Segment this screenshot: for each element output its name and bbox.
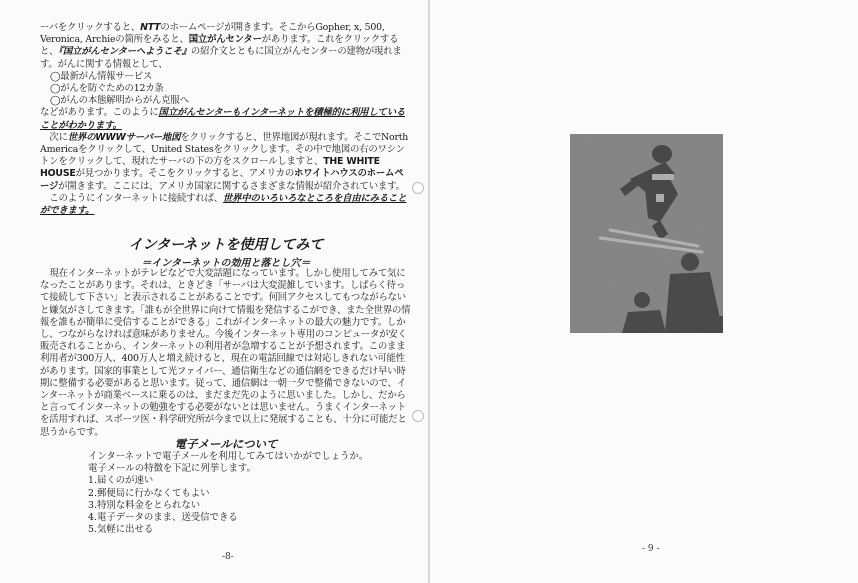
- email-heading: 電子メールについて: [174, 437, 278, 451]
- page-number-left: -8-: [222, 552, 234, 562]
- body-text: 現在インターネットがテレビなどで大変話題になっています。しかし使用してみて気になったことがあります。それは、ときどき「サーバは大変混雑しています。しばらく待って接続して下さい」と表示されることがあることです。何回アクセスしてもつながらないと嫌気がさしてきます。「誰もが全世界に向けて情報を発信するこができ、また全世界の情報を誰もが簡単に受信することができる」これがインターネットの最大の魅力です。しかし、つながらなければ意味がありません。今後インターネット専用のコンピュータが安く販売されることから、インターネットの利用者が急増することが予想されます。このまま利用者が300万人、400万人と増え続けると、現在の電話回線では対応しきれない可能性があります。国家的事業として光ファイバー、通信衛生などの通信網をできるだけ早い時期に整備する必要があると思います。従って、通信網は一朝一夕で整備できないので、インターネットが商業ベースに乗るのは、まだまだ先のように思いました。しかし、だからと言ってインターネットの勉強をする必要がないとは思いません。うまくインターネットを活用すれば、スポーツ医・科学研究所が今まで以上に発展することも、十分に可能だと思うからです。: [40, 268, 411, 438]
- page-number-right: - 9 -: [642, 544, 660, 554]
- binding-hole: [412, 410, 424, 422]
- text-span: 次に: [49, 131, 68, 143]
- text-span: 『国立がんセンターへようこそ』: [58, 46, 191, 58]
- text-span: 国立がんセンター: [188, 34, 262, 46]
- text-span: NTT: [140, 22, 161, 33]
- text-span: ーバをクリックすると、: [40, 22, 141, 33]
- text-span: 国立がんセンターもインターネットを積極的に利用していることがわかります。: [40, 107, 406, 131]
- text-span: をクリックすると、世界地図が現れます。そこでNorth Americaをクリックして、United Statesをクリックします。その中で地図の右のワシントンをクリックして、現れたサーバの下の方をスクロールしますと、: [40, 131, 409, 168]
- list-item: ◯最新がん情報サービス: [50, 70, 153, 82]
- text-span: 世界のWWWサーバー地図: [67, 131, 181, 143]
- text-span: が見つかります。そこをクリックすると、アメリカの: [75, 168, 295, 180]
- email-line: 4.電子データのまま、送受信できる: [88, 512, 238, 524]
- paragraph-ntt: [40, 22, 412, 217]
- section-heading: インターネットを使用してみて: [128, 237, 324, 253]
- email-line: 5.気軽に出せる: [88, 524, 154, 536]
- text-span: などがあります。このように: [40, 107, 159, 119]
- binding-hole: [412, 182, 424, 194]
- email-line: 2.郵便局に行かなくてもよい: [88, 487, 210, 499]
- email-line: 3.特別な料金をとられない: [88, 499, 201, 511]
- text-span: が開きます。ここには、アメリカ国家に関するさまざまな情報が紹介されています。: [58, 180, 405, 192]
- email-list: [88, 451, 408, 536]
- text-span: THE WHITE HOUSE: [40, 156, 380, 180]
- email-line: 電子メールの特徴を下記に列挙します。: [88, 463, 256, 475]
- text-span: ホワイトハウスのホームページ: [40, 168, 404, 192]
- paragraph-internet-usage: [40, 268, 412, 439]
- text-span: のホームページが開きます。そこからGopher, x, 500, Veronica, Archieの箇所をみると、: [40, 22, 385, 46]
- email-line: 1.届くのが速い: [88, 475, 154, 487]
- list-item: ◯がんを防ぐための12カ条: [50, 83, 164, 95]
- email-line: インターネットで電子メールを利用してみてはいかがでしょうか。: [88, 451, 369, 462]
- text-span: 世界中のいろいろなところを自由にみることができます。: [40, 192, 407, 217]
- ski-jumper-photo: [570, 134, 723, 333]
- text-span: の紹介文とともに国立がんセンターの建物が現れます。がんに関する情報として、: [40, 46, 402, 70]
- list-item: ◯がんの本態解明からがん克服へ: [50, 95, 189, 107]
- text-span: このようにインターネットに接続すれば、: [49, 192, 223, 204]
- text-span: があります。これをクリックすると、: [40, 34, 399, 58]
- section-subheading: ＝インターネットの効用と落とし穴＝: [141, 258, 311, 269]
